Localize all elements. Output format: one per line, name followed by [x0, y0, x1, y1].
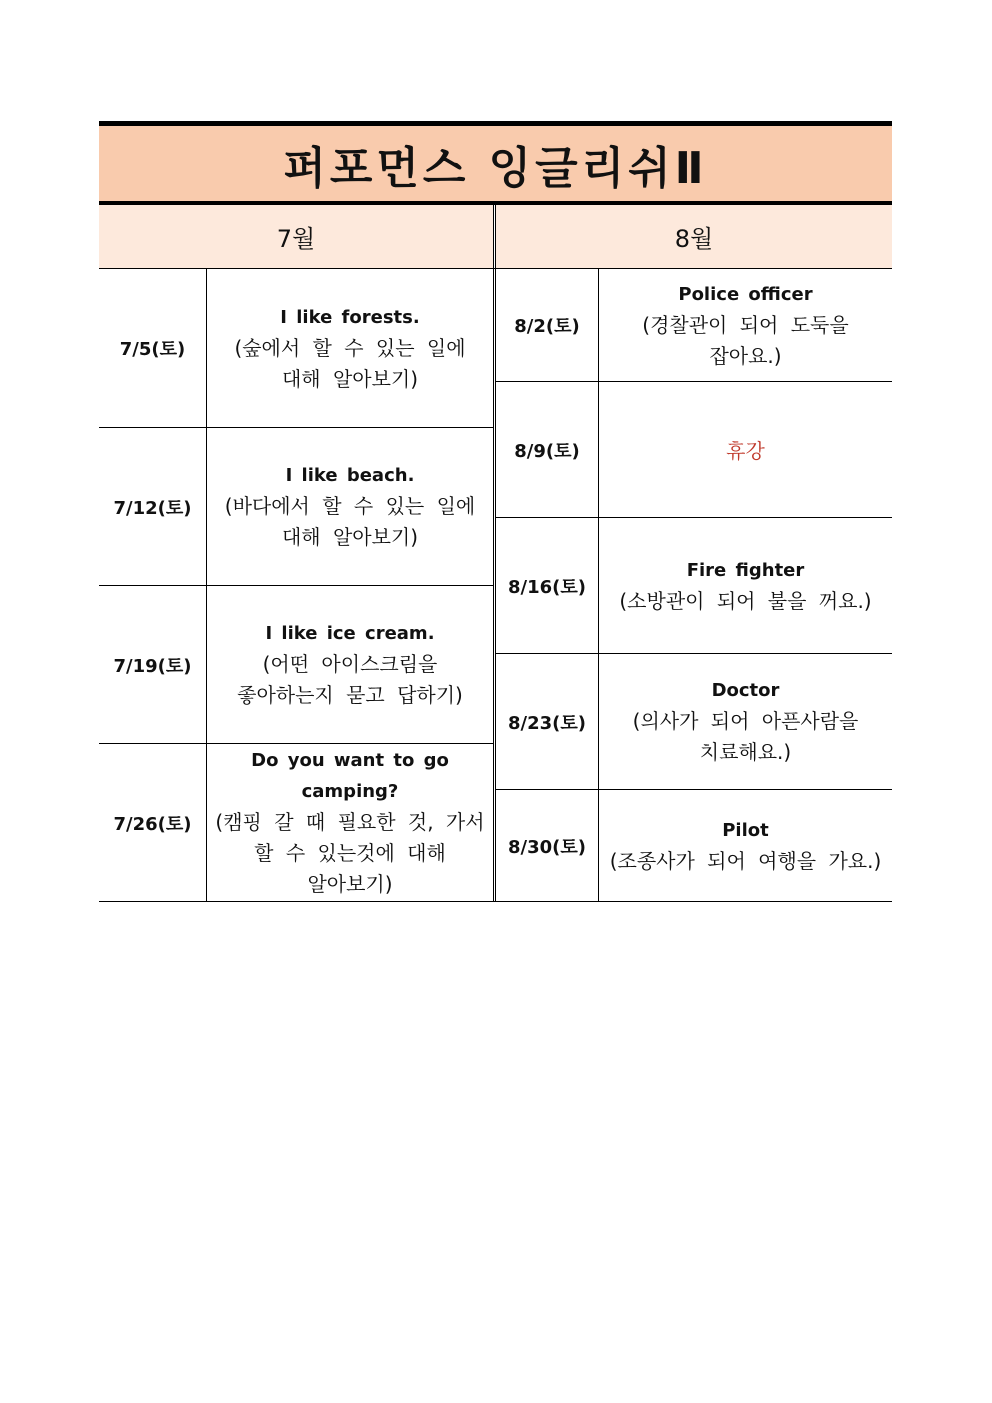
session-topic: I like beach.: [285, 465, 415, 486]
session-topic: Police officer: [678, 283, 813, 305]
session-date: 7/19(토): [99, 586, 207, 743]
session-description: 좋아하는지 묻고 답하기): [237, 683, 463, 707]
july-session-row: [99, 427, 493, 585]
july-session-row: [99, 585, 493, 743]
session-description: (의사가 되어 아픈사람을: [632, 709, 859, 733]
holiday-note: 휴강: [726, 439, 765, 463]
session-topic: Pilot: [722, 819, 769, 841]
month-header-row: [99, 205, 892, 269]
august-session-row: [496, 517, 892, 653]
session-description: (숲에서 할 수 있는 일에: [234, 335, 466, 360]
session-description: (소방관이 되어 불을 꺼요.): [619, 588, 872, 613]
session-date: 8/2(토): [496, 269, 599, 381]
august-column: [496, 269, 892, 901]
session-description: (캠핑 갈 때 필요한 것, 가서: [215, 810, 485, 834]
session-content: [599, 518, 892, 653]
session-content: [599, 790, 892, 901]
session-content: [207, 269, 493, 427]
session-topic: Do you want to go: [251, 750, 449, 771]
session-description: 대해 알아보기): [281, 525, 419, 549]
session-date: 8/23(토): [496, 654, 599, 789]
session-topic: I like ice cream.: [265, 623, 435, 644]
session-content: [207, 428, 493, 585]
session-date: 8/9(토): [496, 382, 599, 517]
july-session-row: [99, 269, 493, 427]
session-description: 알아보기): [307, 872, 393, 896]
session-topic: I like forests.: [280, 306, 420, 328]
august-session-row: [496, 381, 892, 517]
july-column: [99, 269, 493, 901]
session-content: [207, 744, 493, 901]
session-topic: Doctor: [711, 680, 780, 701]
page-title: 퍼포먼스 잉글리쉬Ⅱ: [99, 121, 892, 205]
session-description: 잡아요.): [709, 343, 782, 368]
month-header-august: 8월: [496, 205, 892, 268]
schedule-body: [99, 269, 892, 902]
session-content: [207, 586, 493, 743]
session-date: 8/30(토): [496, 790, 599, 901]
july-session-row: [99, 743, 493, 901]
session-description: (경찰관이 되어 도둑을: [642, 312, 849, 337]
session-content: [599, 382, 892, 517]
august-session-row: [496, 789, 892, 901]
session-date: 7/5(토): [99, 269, 207, 427]
august-session-row: [496, 653, 892, 789]
session-description: 대해 알아보기): [281, 366, 419, 391]
session-topic: camping?: [301, 781, 399, 802]
august-session-row: [496, 269, 892, 381]
schedule-table: [99, 121, 892, 902]
session-description: (조종사가 되어 여행을 가요.): [609, 848, 882, 873]
session-description: (바다에서 할 수 있는 일에: [224, 494, 476, 518]
session-date: 7/12(토): [99, 428, 207, 585]
session-topic: Fire fighter: [686, 559, 805, 581]
session-content: [599, 654, 892, 789]
session-date: 8/16(토): [496, 518, 599, 653]
session-description: 할 수 있는것에 대해: [254, 841, 446, 865]
session-description: 치료해요.): [699, 740, 792, 764]
session-content: [599, 269, 892, 381]
session-description: (어떤 아이스크림을: [262, 652, 438, 676]
session-date: 7/26(토): [99, 744, 207, 901]
month-header-july: 7월: [99, 205, 493, 268]
